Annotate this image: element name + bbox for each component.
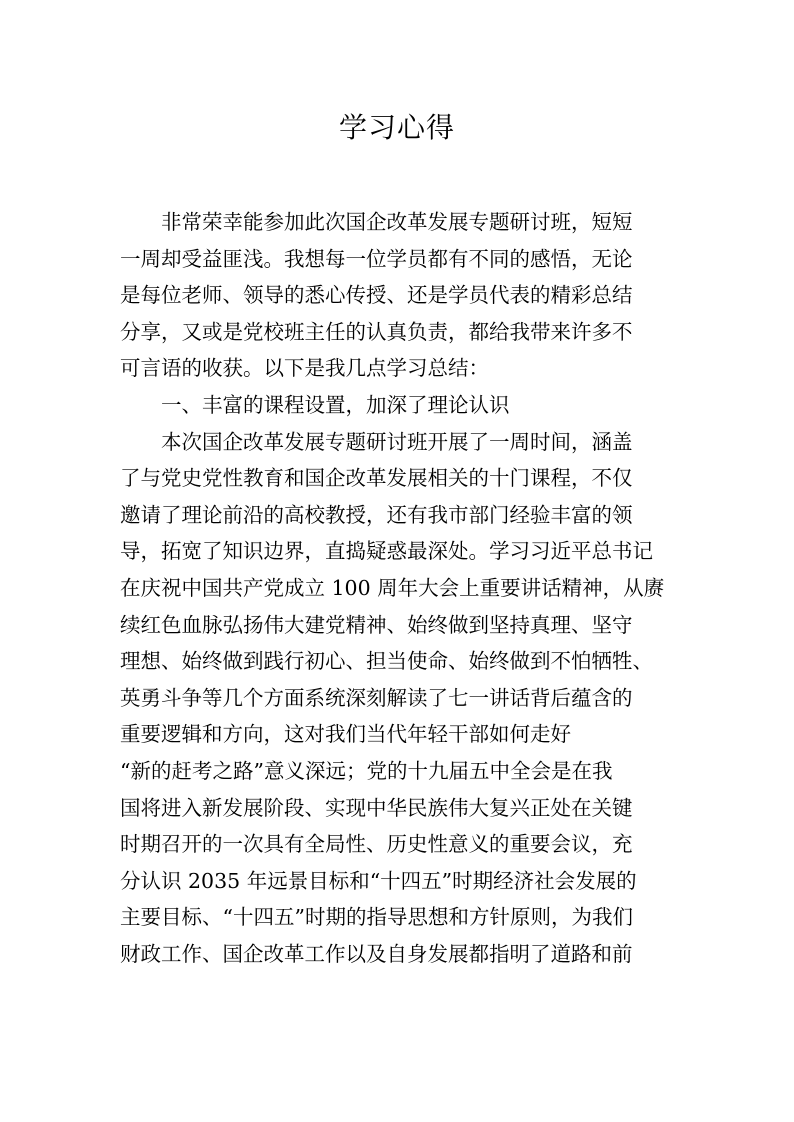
text-line: 英勇斗争等几个方面系统深刻解读了七一讲话背后蕴含的 xyxy=(120,685,633,710)
text-line: 财政工作、国企改革工作以及自身发展都指明了道路和前 xyxy=(120,941,633,966)
text-line: 非常荣幸能参加此次国企改革发展专题研讨班，短短 xyxy=(161,210,633,234)
text-line: 邀请了理论前沿的高校教授，还有我市部门经验丰富的领 xyxy=(120,502,633,527)
text-line: 续红色血脉弘扬伟大建党精神、始终做到坚持真理、坚守 xyxy=(120,612,633,637)
text-line: “新的赶考之路”意义深远；党的十九届五中全会是在我 xyxy=(120,758,613,783)
text-line: 分认识 2035 年远景目标和“十四五”时期经济社会发展的 xyxy=(120,868,637,893)
text-line: 理想、始终做到践行初心、担当使命、始终做到不怕牺牲、 xyxy=(120,649,653,674)
text-line: 国将进入新发展阶段、实现中华民族伟大复兴正处在关键 xyxy=(120,795,633,820)
section-heading: 一、丰富的课程设置，加深了理论认识 xyxy=(161,392,510,417)
text-line: 在庆祝中国共产党成立 100 周年大会上重要讲话精神，从赓 xyxy=(120,575,665,600)
text-line: 可言语的收获。以下是我几点学习总结： xyxy=(120,356,489,381)
text-line: 重要逻辑和方向，这对我们当代年轻干部如何走好 xyxy=(120,722,571,747)
text-line: 分享，又或是党校班主任的认真负责，都给我带来许多不 xyxy=(120,319,633,344)
text-line: 是每位老师、领导的悉心传授、还是学员代表的精彩总结 xyxy=(120,283,633,308)
text-line: 时期召开的一次具有全局性、历史性意义的重要会议，充 xyxy=(120,832,633,857)
document-title: 学习心得 xyxy=(338,111,455,144)
text-line: 导，拓宽了知识边界，直捣疑惑最深处。学习习近平总书记 xyxy=(120,539,653,564)
text-line: 主要目标、“十四五”时期的指导思想和方针原则，为我们 xyxy=(120,905,633,930)
text-line: 了与党史党性教育和国企改革发展相关的十门课程，不仅 xyxy=(120,466,633,491)
document-body xyxy=(120,204,680,972)
text-line: 一周却受益匪浅。我想每一位学员都有不同的感悟，无论 xyxy=(120,246,633,271)
text-line: 本次国企改革发展专题研讨班开展了一周时间，涵盖 xyxy=(161,429,633,454)
